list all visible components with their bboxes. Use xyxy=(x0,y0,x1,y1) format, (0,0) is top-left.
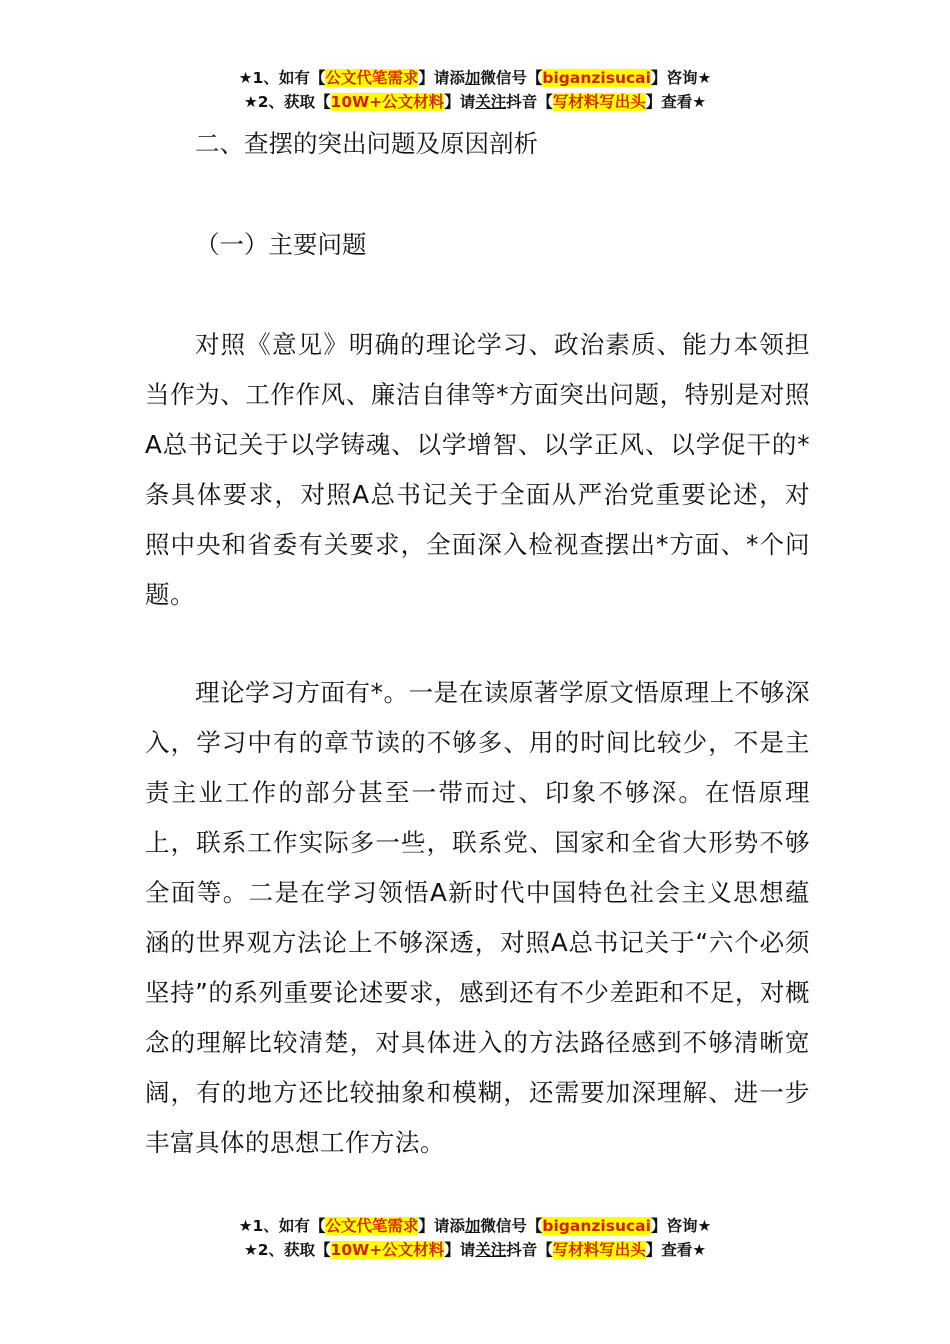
section-title: 二、查摆的突出问题及原因剖析 xyxy=(195,129,538,158)
banner-highlight-service: 公文代笔需求 xyxy=(325,69,419,87)
banner-highlight-wechat-id: biganzisucai xyxy=(542,69,651,87)
document-body-2 xyxy=(145,668,810,1168)
subsection-title: （一）主要问题 xyxy=(195,230,367,259)
bottom-banner xyxy=(0,1214,950,1262)
document-body-1 xyxy=(145,320,810,620)
banner-line-2: ★2、获取【10W+公文材料】请关注抖音【写材料写出头】查看★ xyxy=(243,1241,707,1259)
paragraph: 理论学习方面有*。一是在读原著学原文悟原理上不够深入，学习中有的章节读的不够多、用的时间比较少，不是主责主业工作的部分甚至一带而过、印象不够深。在悟原理上，联系工作实际多一些，联系党、国家和全省大形势不够全面等。二是在学习领悟A新时代中国特色社会主义思想蕴涵的世界观方法论上不够深透，对照A总书记关于“六个必须坚持”的系列重要论述要求，感到还有不少差距和不足，对概念的理解比较清楚，对具体进入的方法路径感到不够清晰宽阔，有的地方还比较抽象和模糊，还需要加深理解、进一步丰富具体的思想工作方法。 xyxy=(145,678,810,1157)
banner-highlight-douyin: 写材料写出头 xyxy=(552,93,646,111)
banner-line-1: ★1、如有【公文代笔需求】请添加微信号【biganzisucai】咨询★ xyxy=(238,1217,712,1235)
banner-highlight-douyin: 写材料写出头 xyxy=(552,1241,646,1259)
banner-line-1: ★1、如有【公文代笔需求】请添加微信号【biganzisucai】咨询★ xyxy=(238,69,712,87)
banner-highlight-service: 公文代笔需求 xyxy=(325,1217,419,1235)
banner-highlight-materials: 10W+公文材料 xyxy=(330,1241,445,1259)
banner-line-2: ★2、获取【10W+公文材料】请关注抖音【写材料写出头】查看★ xyxy=(243,93,707,111)
paragraph: 对照《意见》明确的理论学习、政治素质、能力本领担当作为、工作作风、廉洁自律等*方面突出问题，特别是对照A总书记关于以学铸魂、以学增智、以学正风、以学促干的*条具体要求，对照A总书记关于全面从严治党重要论述，对照中央和省委有关要求，全面深入检视查摆出*方面、*个问题。 xyxy=(145,330,810,609)
top-banner xyxy=(0,66,950,114)
banner-highlight-wechat-id: biganzisucai xyxy=(542,1217,651,1235)
banner-highlight-materials: 10W+公文材料 xyxy=(330,93,445,111)
